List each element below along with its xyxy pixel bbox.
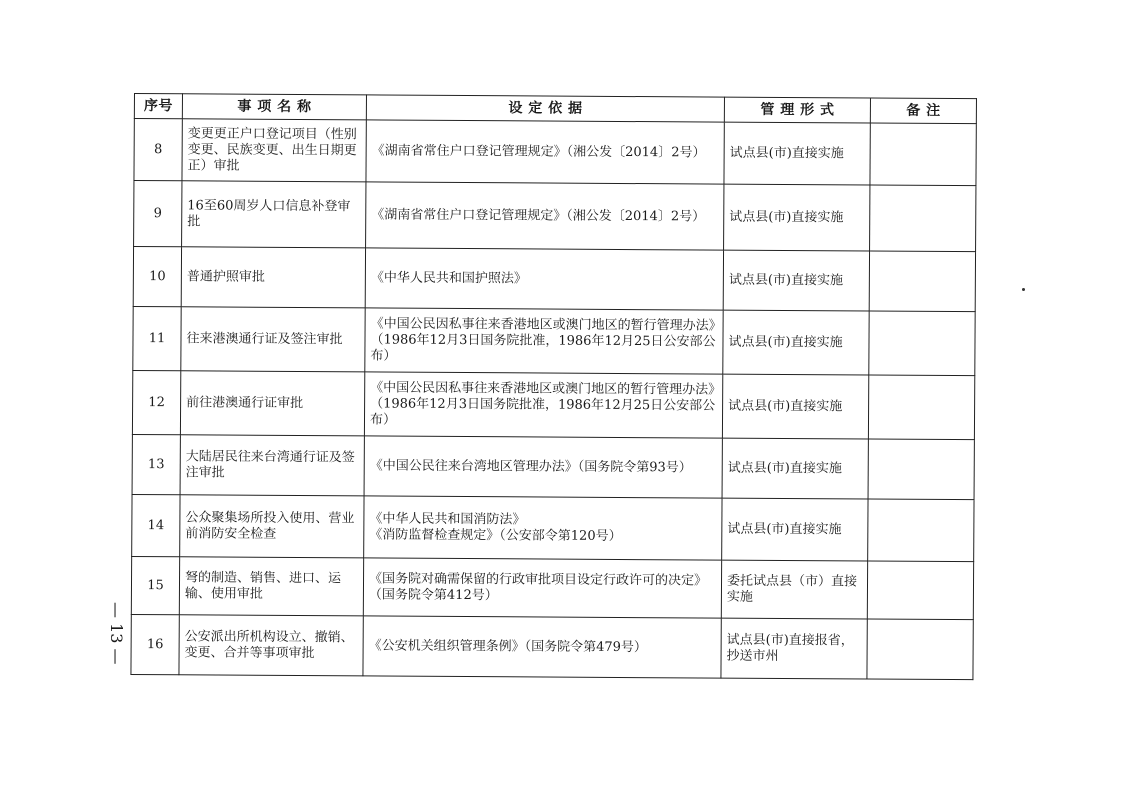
table-row xyxy=(134,119,976,186)
item-name: 公安派出所机构设立、撤销、变更、合并等事项审批 xyxy=(179,615,363,676)
legal-basis-line: 《公安机关组织管理条例》（国务院令第479号） xyxy=(368,637,647,655)
table-body xyxy=(131,119,976,680)
management-form: 试点县(市)直接实施 xyxy=(722,374,868,439)
legal-basis-line: 《湖南省常住户口登记管理规定》（湘公发〔2014〕2号） xyxy=(371,142,706,160)
scan-speck xyxy=(1022,288,1025,291)
legal-basis-line: 《中华人民共和国消防法》 xyxy=(369,510,526,527)
legal-basis-line: 《消防监督检查规定》（公安部令第120号） xyxy=(369,526,622,544)
legal-basis xyxy=(364,436,722,498)
note xyxy=(870,185,976,252)
table-row xyxy=(131,614,973,679)
table-row xyxy=(133,306,975,375)
note xyxy=(869,311,975,376)
note xyxy=(870,123,976,186)
legal-basis xyxy=(364,372,722,438)
legal-basis xyxy=(363,616,721,678)
row-number: 15 xyxy=(131,556,179,614)
item-name: 前往港澳通行证审批 xyxy=(180,371,364,436)
table-row xyxy=(131,556,973,619)
table-row xyxy=(134,181,976,252)
note xyxy=(867,619,973,680)
legal-basis xyxy=(366,120,724,184)
row-number: 16 xyxy=(131,614,179,674)
legal-basis xyxy=(365,248,723,310)
legal-basis xyxy=(364,496,722,560)
legal-basis xyxy=(365,308,723,374)
item-name: 往来港澳通行证及签注审批 xyxy=(181,307,365,372)
header-note: 备 注 xyxy=(870,98,976,124)
header-item-name: 事 项 名 称 xyxy=(182,94,366,120)
management-form: 试点县(市)直接报省，抄送市州 xyxy=(721,618,867,679)
row-number: 12 xyxy=(132,370,180,434)
management-form: 试点县(市)直接实施 xyxy=(724,122,870,185)
note xyxy=(867,561,973,620)
row-number: 13 xyxy=(132,434,180,494)
legal-basis-line: 《中国公民往来台湾地区管理办法》（国务院令第93号） xyxy=(369,457,692,475)
row-number: 11 xyxy=(133,306,181,370)
management-form: 委托试点县（市）直接实施 xyxy=(721,560,867,619)
header-basis: 设 定 依 据 xyxy=(366,95,724,122)
table-row xyxy=(132,370,974,439)
header-management-form: 管 理 形 式 xyxy=(724,97,870,123)
table-row xyxy=(132,494,974,561)
table-row xyxy=(132,434,974,499)
legal-basis xyxy=(366,182,724,250)
legal-basis xyxy=(363,558,721,618)
approval-items-table xyxy=(130,93,977,680)
row-number: 14 xyxy=(132,494,180,556)
item-name: 16至60周岁人口信息补登审批 xyxy=(182,181,366,248)
item-name: 公众聚集场所投入使用、营业前消防安全检查 xyxy=(180,495,364,558)
item-name: 大陆居民往来台湾通行证及签注审批 xyxy=(180,435,364,496)
legal-basis-line: 《湖南省常住户口登记管理规定》（湘公发〔2014〕2号） xyxy=(371,206,706,224)
table-row xyxy=(133,247,975,312)
item-name: 弩的制造、销售、进口、运输、使用审批 xyxy=(179,557,363,616)
row-number: 8 xyxy=(134,119,182,181)
row-number: 10 xyxy=(133,247,181,307)
note xyxy=(868,375,974,440)
note xyxy=(869,251,975,312)
page-number: — 13 — xyxy=(107,602,126,665)
management-form: 试点县(市)直接实施 xyxy=(722,438,868,499)
row-number: 9 xyxy=(134,181,182,247)
note xyxy=(868,499,974,562)
legal-basis-line: 《中国公民因私事往来香港地区或澳门地区的暂行管理办法》（1986年12月3日国务院批准，1986年12月25日公安部公布） xyxy=(369,379,716,428)
item-name: 普通护照审批 xyxy=(181,247,365,308)
management-form: 试点县(市)直接实施 xyxy=(722,498,868,561)
legal-basis-line: 《中华人民共和国护照法》 xyxy=(370,269,527,286)
management-form: 试点县(市)直接实施 xyxy=(724,184,870,251)
note xyxy=(868,439,974,500)
management-form: 试点县(市)直接实施 xyxy=(723,310,869,375)
management-form: 试点县(市)直接实施 xyxy=(723,250,869,311)
legal-basis-line: 《中国公民因私事往来香港地区或澳门地区的暂行管理办法》（1986年12月3日国务院批准，1986年12月25日公安部公布） xyxy=(370,315,716,364)
legal-basis-line: 《国务院对确需保留的行政审批项目设定行政许可的决定》（国务院令第412号） xyxy=(368,570,708,603)
header-no: 序号 xyxy=(134,94,182,119)
item-name: 变更更正户口登记项目（性别变更、民族变更、出生日期更正）审批 xyxy=(182,119,366,182)
